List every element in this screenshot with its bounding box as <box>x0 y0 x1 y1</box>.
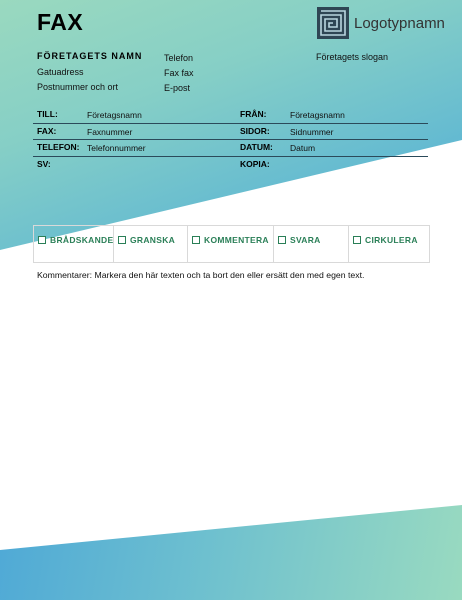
to-value[interactable]: Företagsnamn <box>87 110 142 120</box>
phone-label: TELEFON: <box>37 142 80 152</box>
from-value[interactable]: Företagsnamn <box>290 110 345 120</box>
checkbox-label: BRÅDSKANDE <box>50 235 114 245</box>
status-checkbox-row <box>33 225 430 263</box>
checkbox-square-icon[interactable] <box>353 236 361 244</box>
phone-value[interactable]: Telefonnummer <box>87 143 146 153</box>
checkbox-circulate[interactable] <box>349 226 429 262</box>
checkbox-reply[interactable] <box>274 226 349 262</box>
field-row <box>33 107 428 124</box>
fax-title: FAX <box>37 9 84 35</box>
pages-value[interactable]: Sidnummer <box>290 126 334 137</box>
company-name[interactable]: FÖRETAGETS NAMN <box>37 51 143 61</box>
company-fax[interactable]: Fax fax <box>164 68 194 78</box>
date-value[interactable]: Datum <box>290 143 316 153</box>
checkbox-square-icon[interactable] <box>192 236 200 244</box>
street-address[interactable]: Gatuadress <box>37 67 84 77</box>
field-row <box>33 157 428 173</box>
checkbox-urgent[interactable] <box>34 226 114 262</box>
field-row <box>33 124 428 141</box>
postal-address[interactable]: Postnummer och ort <box>37 82 119 92</box>
checkbox-label: KOMMENTERA <box>204 235 269 245</box>
subject-label: SV: <box>37 158 51 169</box>
checkbox-label: SVARA <box>290 235 321 245</box>
checkbox-label: CIRKULERA <box>365 235 418 245</box>
checkbox-review[interactable] <box>114 226 188 262</box>
company-email[interactable]: E-post <box>164 83 191 93</box>
maze-logo-icon <box>317 7 349 39</box>
comments-text[interactable]: Kommentarer: Markera den här texten och ta bort den eller ersätt den med egen text. <box>37 270 365 280</box>
checkbox-label: GRANSKA <box>130 235 176 245</box>
fax-header-fields <box>33 107 428 172</box>
copy-label: KOPIA: <box>240 158 270 169</box>
bottom-gradient-band <box>0 505 462 600</box>
checkbox-square-icon[interactable] <box>278 236 286 244</box>
date-label: DATUM: <box>240 142 273 152</box>
field-row <box>33 140 428 157</box>
to-label: TILL: <box>37 109 58 119</box>
fax-label: FAX: <box>37 125 57 136</box>
checkbox-comment[interactable] <box>188 226 274 262</box>
fax-number-value[interactable]: Faxnummer <box>87 126 133 137</box>
logo-name[interactable]: Logotypnamn <box>354 15 445 32</box>
checkbox-square-icon[interactable] <box>118 236 126 244</box>
from-label: FRÅN: <box>240 109 267 119</box>
company-slogan[interactable]: Företagets slogan <box>316 52 389 62</box>
pages-label: SIDOR: <box>240 125 270 136</box>
company-phone[interactable]: Telefon <box>164 53 194 63</box>
checkbox-square-icon[interactable] <box>38 236 46 244</box>
